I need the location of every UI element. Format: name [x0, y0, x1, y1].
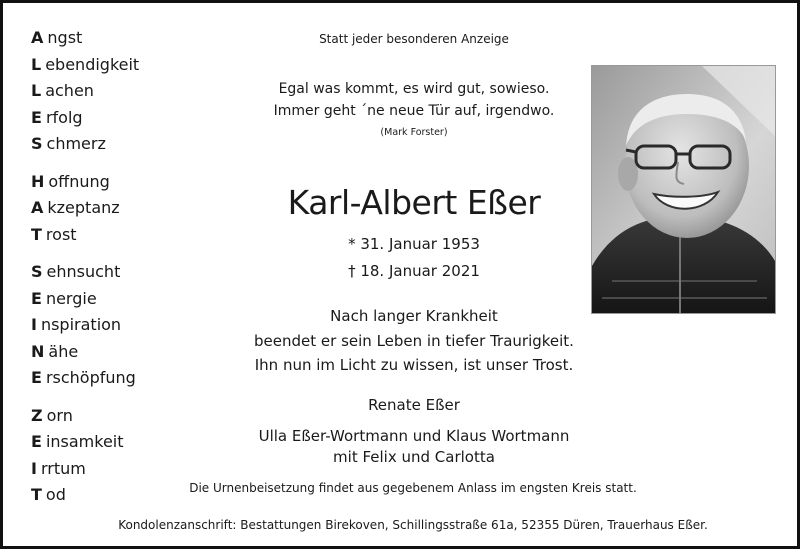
acrostic-word-rest: chmerz: [46, 134, 106, 153]
acrostic-word-rest: orn: [46, 405, 73, 425]
acrostic-column: [31, 25, 139, 520]
quote: [219, 78, 609, 122]
mourners: [219, 395, 609, 468]
acrostic-word-rest: rost: [45, 224, 77, 244]
acrostic-letter: L: [31, 81, 42, 100]
acrostic-word-rest: kzeptanz: [47, 198, 120, 217]
acrostic-line: [31, 222, 139, 249]
acrostic-line: [31, 286, 139, 313]
acrostic-line: [31, 25, 139, 52]
condolence-address: Kondolenzanschrift: Bestattungen Birekoven, Schillingsstraße 61a, 52355 Düren, Trauerhaus Eßer.: [118, 518, 708, 532]
acrostic-letter: E: [31, 107, 42, 127]
message-line: beendet er sein Leben in tiefer Traurigkeit.: [254, 331, 574, 350]
acrostic-word-rest: rfolg: [45, 107, 83, 127]
birth-date: * 31. Januar 1953: [348, 235, 480, 253]
acrostic-letter: A: [31, 28, 44, 47]
acrostic-letter: T: [31, 224, 42, 244]
acrostic-letter: T: [31, 485, 42, 504]
quote-author: (Mark Forster): [380, 127, 448, 138]
notice-header: Statt jeder besonderen Anzeige: [319, 32, 509, 46]
mourning-message: [219, 304, 609, 378]
acrostic-group: [31, 169, 139, 249]
acrostic-line: [31, 78, 139, 105]
acrostic-word-rest: ähe: [48, 341, 79, 361]
deceased-name: Karl-Albert Eßer: [287, 183, 541, 222]
acrostic-word-rest: nspiration: [40, 315, 122, 334]
message-line: Ihn nun im Licht zu wissen, ist unser Trost.: [254, 356, 574, 374]
acrostic-line: [31, 482, 139, 509]
acrostic-letter: L: [31, 54, 42, 74]
acrostic-word-rest: od: [45, 485, 66, 504]
burial-note: Die Urnenbeisetzung findet aus gegebenem Anlass im engsten Kreis statt.: [189, 481, 637, 495]
acrostic-word-rest: ngst: [47, 28, 83, 47]
portrait-photo: [591, 65, 776, 314]
acrostic-letter: E: [31, 432, 42, 451]
message-line: Nach langer Krankheit: [330, 307, 498, 325]
acrostic-line: [31, 456, 139, 483]
acrostic-word-rest: rrtum: [40, 458, 86, 478]
acrostic-letter: I: [31, 458, 37, 478]
acrostic-letter: E: [31, 368, 42, 387]
acrostic-letter: S: [31, 262, 43, 281]
acrostic-group: [31, 25, 139, 158]
acrostic-group: [31, 259, 139, 392]
mourner-line: mit Felix und Carlotta: [333, 448, 495, 466]
death-date: † 18. Januar 2021: [348, 262, 480, 280]
acrostic-line: [31, 312, 139, 339]
acrostic-word-rest: ebendigkeit: [45, 54, 140, 74]
mourner-line: Ulla Eßer-Wortmann und Klaus Wortmann: [258, 427, 570, 445]
acrostic-word-rest: nergie: [45, 288, 97, 308]
acrostic-line: [31, 131, 139, 158]
acrostic-letter: S: [31, 134, 43, 153]
acrostic-line: [31, 403, 139, 430]
quote-line: Egal was kommt, es wird gut, sowieso.: [278, 81, 550, 97]
acrostic-line: [31, 169, 139, 196]
acrostic-letter: N: [31, 341, 45, 361]
acrostic-line: [31, 195, 139, 222]
acrostic-line: [31, 52, 139, 79]
acrostic-letter: A: [31, 198, 44, 217]
acrostic-line: [31, 105, 139, 132]
acrostic-word-rest: offnung: [48, 171, 110, 191]
quote-line: Immer geht ´ne neue Tür auf, irgendwo.: [273, 103, 555, 119]
acrostic-word-rest: achen: [45, 81, 94, 100]
life-dates: [219, 231, 609, 285]
acrostic-letter: H: [31, 171, 45, 191]
acrostic-letter: Z: [31, 405, 43, 425]
mourner-line: Renate Eßer: [368, 396, 460, 414]
acrostic-word-rest: insamkeit: [45, 432, 124, 451]
acrostic-word-rest: rschöpfung: [45, 368, 136, 387]
acrostic-line: [31, 365, 139, 392]
portrait-illustration: [592, 66, 775, 313]
acrostic-letter: E: [31, 288, 42, 308]
acrostic-line: [31, 339, 139, 366]
acrostic-word-rest: ehnsucht: [46, 262, 121, 281]
acrostic-letter: I: [31, 315, 37, 334]
acrostic-group: [31, 403, 139, 509]
acrostic-line: [31, 259, 139, 286]
acrostic-line: [31, 429, 139, 456]
